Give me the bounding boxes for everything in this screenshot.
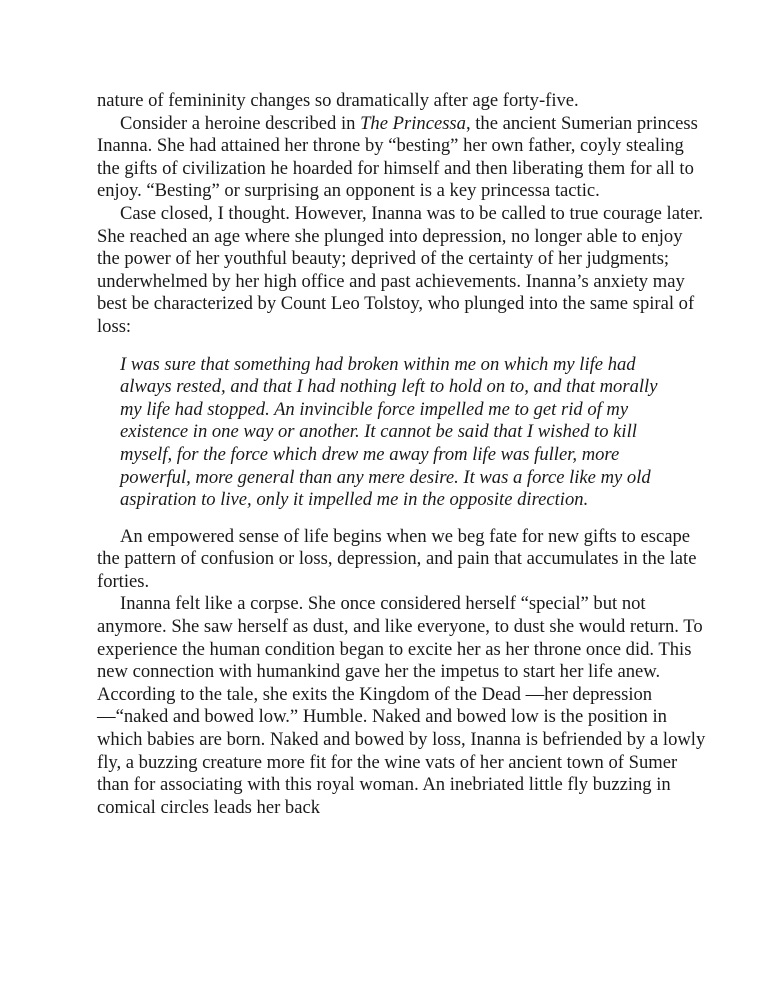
paragraph-princessa-rest: , the ancient Sumerian princess Inanna. She had attained her throne by “besting” her own father, coyly stealing the gifts of civilization he hoarded for himself and then liberating them for all to enjoy. “Besting” or surprising an opponent is a key princessa tactic. xyxy=(97,112,698,202)
paragraph-empowered-sense: An empowered sense of life begins when we beg fate for new gifts to escape the pattern of confusion or loss, depression, and pain that accumulates in the late forties. xyxy=(97,525,697,592)
paragraph-inanna-corpse: Inanna felt like a corpse. She once considered herself “special” but not anymore. She saw herself as dust, and like everyone, to dust she would return. To experience the human condition began to excite her as her throne once did. This new connection with humankind gave her the impetus to start her life anew. According to the tale, she exits the Kingdom of the Dead —her depression—“naked and bowed low.” Humble. Naked and bowed low is the position in which babies are born. Naked and bowed by loss, Inanna is befriended by a lowly fly, a buzzing creature more fit for the wine vats of her ancient town of Sumer than for associating with this royal woman. An inebriated little fly buzzing in comical circles leads her back xyxy=(97,593,706,818)
book-title-the-princessa: The Princessa xyxy=(360,112,466,134)
paragraph-case-closed: Case closed, I thought. However, Inanna was to be called to true courage later. She reached an age where she plunged into depression, no longer able to enjoy the power of her youthful beauty; deprived of the certainty of her judgments; underwhelmed by her high office and past achievements. Inanna’s anxiety may best be characterized by Count Leo Tolstoy, who plunged into the same spiral of loss: xyxy=(97,202,704,337)
document-body xyxy=(97,90,707,819)
paragraph-continuation: nature of femininity changes so dramatically after age forty-five. xyxy=(97,90,579,111)
paragraph-princessa-lead: Consider a heroine described in xyxy=(120,112,361,134)
paragraph-princessa xyxy=(97,113,707,203)
tolstoy-block-quote: I was sure that something had broken within me on which my life had always rested, and that I had nothing left to hold on to, and that morally my life had stopped. An invincible force impelled me to get rid of my existence in one way or another. It cannot be said that I wished to kill myself, for the force which drew me away from life was fuller, more powerful, more general than any mere desire. It was a force like my old aspiration to live, only it impelled me in the opposite direction. xyxy=(120,353,658,511)
